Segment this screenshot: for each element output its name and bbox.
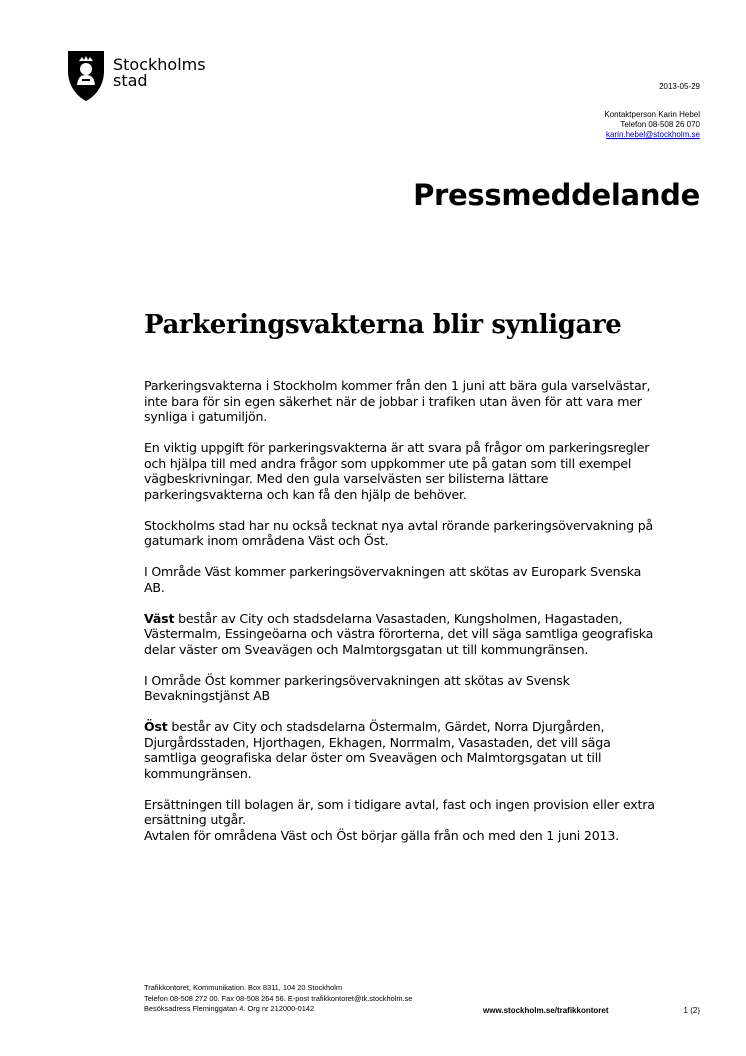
document-date: 2013-05-29: [659, 82, 700, 91]
paragraph-8: [144, 797, 664, 844]
logo-line-2: stad: [113, 71, 148, 90]
paragraph-5: [144, 611, 664, 658]
paragraph-6: I Område Öst kommer parkeringsövervakningen att skötas av Svensk Bevakningstjänst AB: [144, 672, 570, 703]
paragraph-8-line-2: Avtalen för områdena Väst och Öst börjar gälla från och med den 1 juni 2013.: [144, 827, 619, 843]
contact-phone: Telefon 08-508 26 070: [620, 120, 700, 129]
paragraph-2: En viktig uppgift för parkeringsvakterna är att svara på frågor om parkeringsregler och hjälpa till med andra frågor som uppkommer ute på gatan som till exempel vägbeskrivningar. Med den gula varselvästen ser bilisterna lättare parkeringsvakterna och kan få den hjälp de behöver.: [144, 440, 650, 502]
paragraph-7-text: består av City och stadsdelarna Östermalm, Gärdet, Norra Djurgården, Djurgårdsstaden, Hjorthagen, Ekhagen, Norrmalm, Vasastaden, det vill säga samtliga geografiska delar öster om Sveavägen och Malmtorgsgatan ut till kommungränsen.: [144, 719, 611, 781]
paragraph-1: Parkeringsvakterna i Stockholm kommer från den 1 juni att bära gula varselvästar, inte bara för sin egen säkerhet när de jobbar i trafiken utan även för att vara mer synliga i gatumiljön.: [144, 378, 651, 424]
press-release-body: [144, 378, 664, 859]
footer-line-2: Telefon 08-508 272 00. Fax 08-508 264 56. E-post trafikkontoret@tk.stockholm.se: [144, 993, 413, 1003]
paragraph-5-text: består av City och stadsdelarna Vasastaden, Kungsholmen, Hagastaden, Västermalm, Essingeöarna och västra förorterna, det vill säga samtliga geografiska delar väster om Sveavägen och Malmtorgsgatan ut till kommungränsen.: [144, 610, 654, 657]
stockholms-stad-logo: [66, 49, 216, 105]
paragraph-3: Stockholms stad har nu också tecknat nya avtal rörande parkeringsövervakning på gatumark inom områdena Väst och Öst.: [144, 517, 654, 548]
contact-email-link[interactable]: karin.hebel@stockholm.se: [606, 130, 700, 139]
press-release-headline: Parkeringsvakterna blir synligare: [144, 310, 622, 340]
logo-line-1: Stockholms: [113, 55, 206, 74]
paragraph-8-line-1: Ersättningen till bolagen är, som i tidigare avtal, fast och ingen provision eller extra ersättning utgår.: [144, 796, 655, 827]
region-east-label: Öst: [144, 719, 168, 734]
page-number: 1 (2): [683, 1006, 700, 1015]
paragraph-4: I Område Väst kommer parkeringsövervakningen att skötas av Europark Svenska AB.: [144, 564, 642, 595]
paragraph-7: [144, 719, 664, 781]
footer-line-3: Besöksadress Fleminggatan 4. Org nr 212000-0142: [144, 1004, 315, 1014]
footer-line-1: Trafikkontoret, Kommunikation. Box 8311, 104 20 Stockholm: [144, 983, 343, 992]
contact-person: Kontaktperson Karin Hebel: [604, 110, 700, 119]
footer-website: www.stockholm.se/trafikkontoret: [483, 1006, 609, 1015]
region-west-label: Väst: [144, 610, 175, 626]
document-type-heading: Pressmeddelande: [413, 178, 700, 212]
city-crest-icon: [66, 49, 106, 103]
contact-block: [604, 110, 700, 140]
footer-address: [144, 983, 412, 1015]
